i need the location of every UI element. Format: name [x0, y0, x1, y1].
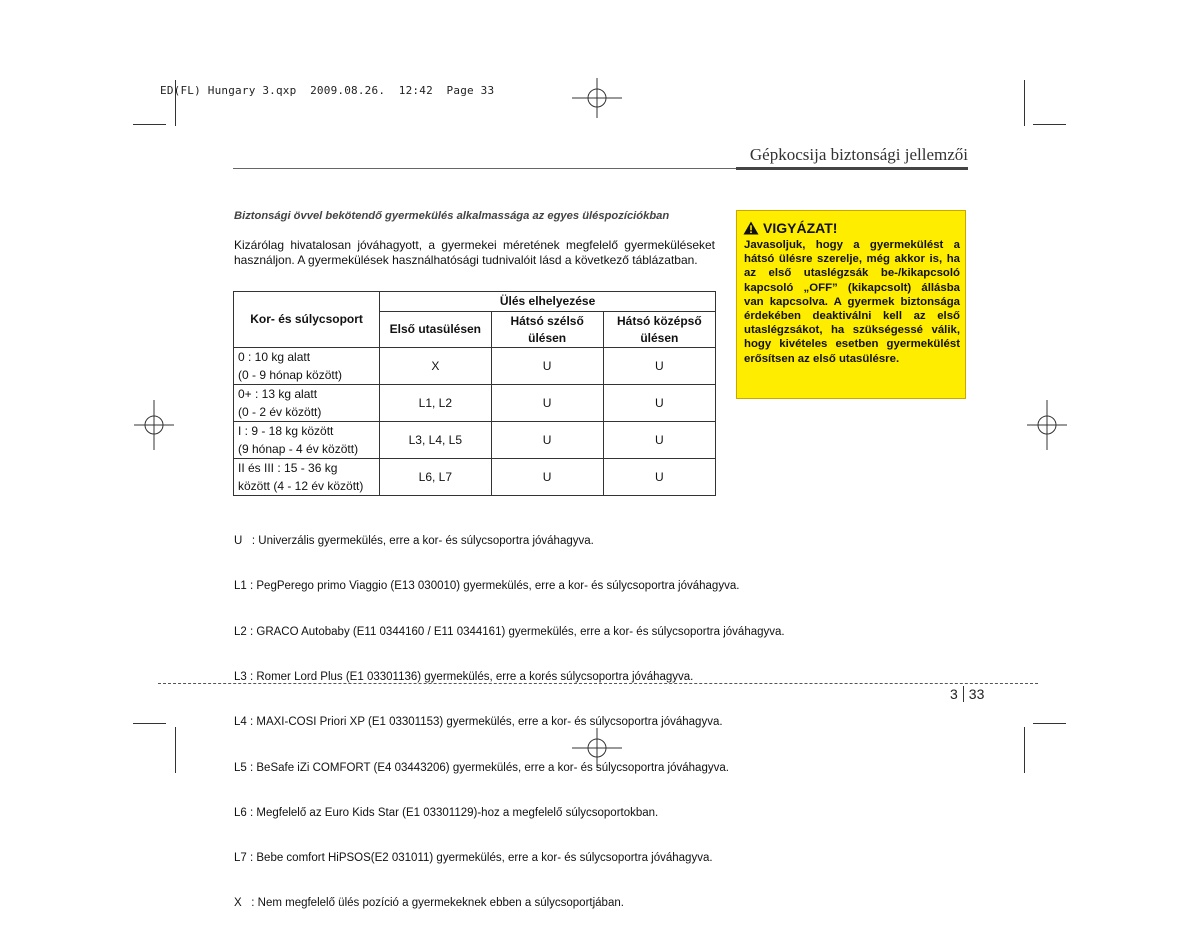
page-number-separator	[963, 686, 964, 702]
table-header-row	[234, 292, 716, 312]
value-cell: L3, L4, L5	[380, 422, 491, 459]
legend-item: L2 : GRACO Autobaby (E11 0344160 / E11 0344161) gyermekülés, erre a kor- és súlycsoportra jóváhagyva.	[234, 625, 785, 638]
value-cell: L1, L2	[380, 385, 491, 422]
chapter-number: 3	[950, 686, 958, 702]
crop-mark	[1024, 80, 1025, 126]
legend-item: X : Nem megfelelő ülés pozíció a gyermekeknek ebben a súlycsoportjában.	[234, 897, 624, 910]
section-title: Gépkocsija biztonsági jellemzői	[749, 145, 968, 164]
footer-divider	[158, 683, 1038, 684]
value-cell: L6, L7	[380, 459, 491, 496]
group-cell	[234, 459, 380, 496]
position-header: Ülés elhelyezése	[380, 292, 716, 312]
table-row	[234, 422, 716, 459]
legend-item: U : Univerzális gyermekülés, erre a kor- és súlycsoportra jóváhagyva.	[234, 535, 594, 548]
group-cell	[234, 422, 380, 459]
crop-mark	[1024, 727, 1025, 773]
value-cell: U	[603, 348, 715, 385]
group-line: 0+ : 13 kg alatt	[238, 387, 318, 401]
column-header: Első utasülésen	[380, 312, 491, 348]
warning-title-row	[743, 220, 837, 236]
table-row	[234, 385, 716, 422]
registration-mark-right	[1027, 400, 1067, 450]
registration-mark-top	[572, 78, 622, 118]
section-heading: Biztonsági övvel bekötendő gyermekülés alkalmassága az egyes üléspozíciókban	[234, 210, 670, 222]
legend-item: L7 : Bebe comfort HiPSOS(E2 031011) gyermekülés, erre a kor- és súlycsoportra jóváhagyva.	[234, 852, 713, 865]
registration-mark-left	[134, 400, 174, 450]
value-cell: U	[491, 459, 603, 496]
value-cell: U	[491, 348, 603, 385]
crop-mark	[1033, 124, 1066, 125]
page-number-value: 33	[968, 686, 985, 702]
crop-mark	[133, 723, 166, 724]
legend-list	[234, 504, 785, 927]
legend-item: L1 : PegPerego primo Viaggio (E13 030010) gyermekülés, erre a kor- és súlycsoportra jóváhagyva.	[234, 580, 740, 593]
title-rule	[736, 167, 968, 170]
crop-mark	[133, 124, 166, 125]
intro-paragraph: Kizárólag hivatalosan jóváhagyott, a gyermekei méretének megfelelő gyermeküléseket használjon. A gyermekülések használhatósági tudnivalóit lásd a következő táblázatban.	[234, 238, 715, 267]
crop-mark	[175, 727, 176, 773]
group-line: között (4 - 12 év között)	[238, 479, 364, 493]
value-cell: X	[380, 348, 491, 385]
group-line: II és III : 15 - 36 kg	[238, 461, 338, 475]
value-cell: U	[491, 422, 603, 459]
legend-item: L3 : Romer Lord Plus (E1 03301136) gyermekülés, erre a korés súlycsoportra jóváhagyva.	[234, 671, 694, 684]
crop-mark	[1033, 723, 1066, 724]
column-header: Hátsó középső ülésen	[603, 312, 715, 348]
legend-item: L4 : MAXI-COSI Priori XP (E1 03301153) gyermekülés, erre a kor- és súlycsoportra jóváhagyva.	[234, 716, 723, 729]
group-header: Kor- és súlycsoport	[234, 292, 380, 348]
warning-triangle-icon	[743, 221, 759, 235]
legend-item: L6 : Megfelelő az Euro Kids Star (E1 03301129)-hoz a megfelelő súlycsoportokban.	[234, 806, 659, 819]
group-cell	[234, 348, 380, 385]
column-header: Hátsó szélső ülésen	[491, 312, 603, 348]
child-seat-table	[233, 291, 716, 496]
group-line: (0 - 9 hónap között)	[238, 368, 343, 382]
group-line: I : 9 - 18 kg között	[238, 424, 334, 438]
table-row	[234, 348, 716, 385]
group-line: 0 : 10 kg alatt	[238, 350, 311, 364]
group-line: (9 hónap - 4 év között)	[238, 442, 359, 456]
value-cell: U	[603, 459, 715, 496]
title-rule-thin	[233, 168, 736, 169]
legend-item: L5 : BeSafe iZi COMFORT (E4 03443206) gyermekülés, erre a kor- és súlycsoportra jóváhagyva.	[234, 761, 729, 774]
group-line: (0 - 2 év között)	[238, 405, 322, 419]
warning-title: VIGYÁZAT!	[763, 220, 838, 236]
table-row	[234, 459, 716, 496]
warning-text: Javasoljuk, hogy a gyermekülést a hátsó ülésre szerelje, még akkor is, ha az első utaslégzsák be-/kikapcsoló kapcsoló „OFF” (kikapcsolt) állásba van kapcsolva. A gyermek biztonsága érdekében deaktiválni kell az első utaslégzsákot, ha szükségessé válik, hogy kivételes esetben gyermekülést erősítsen az első utasülésre.	[744, 239, 960, 365]
print-slug: ED(FL) Hungary 3.qxp 2009.08.26. 12:42 Page 33	[160, 84, 495, 97]
value-cell: U	[603, 422, 715, 459]
group-cell	[234, 385, 380, 422]
page-number	[950, 686, 984, 702]
value-cell: U	[603, 385, 715, 422]
value-cell: U	[491, 385, 603, 422]
